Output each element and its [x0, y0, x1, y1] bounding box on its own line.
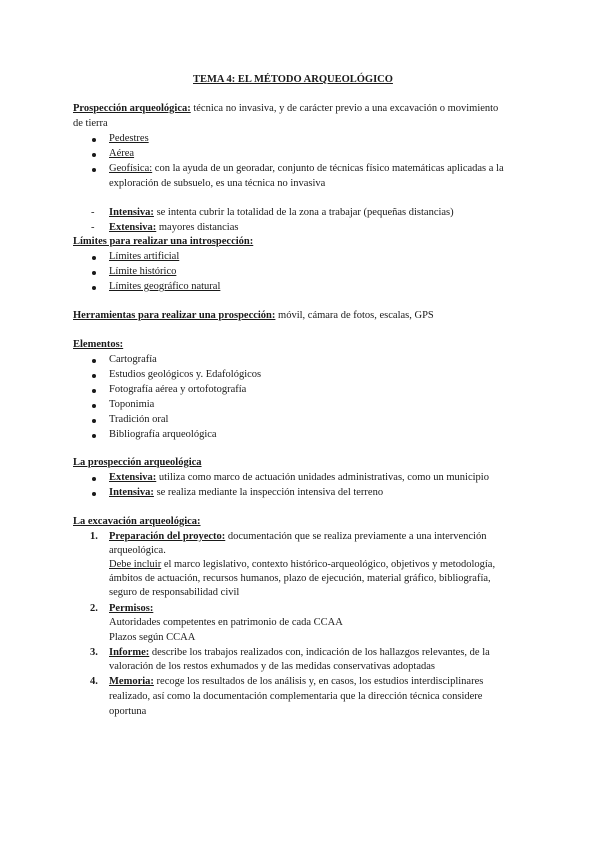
page-title: TEMA 4: EL MÉTODO ARQUEOLÓGICO [193, 74, 393, 85]
prospeccion-heading: Prospección arqueológica: [73, 103, 191, 114]
limites-item: Límites artificial [109, 251, 180, 262]
list-item-aerea: Aérea [109, 148, 135, 159]
permisos-line-2: Plazos según CCAA [109, 632, 196, 643]
dash-marker: - [91, 222, 95, 233]
elementos-item: Cartografía [109, 354, 157, 365]
informe-line-1 [109, 645, 490, 660]
bullet-icon [92, 359, 96, 363]
bullet-icon [92, 477, 96, 481]
herramientas-heading: Herramientas para realizar una prospección: [73, 310, 276, 321]
bullet-icon [92, 419, 96, 423]
intensiva-label: Intensiva: [109, 487, 154, 498]
memoria-text-3: oportuna [109, 706, 147, 717]
elementos-item: Bibliografía arqueológica [109, 429, 217, 440]
geofisica-text-1: con la ayuda de un georadar, conjunto de técnicas físico matemáticas aplicadas a la [152, 163, 504, 174]
prospeccion-arq-heading: La prospección arqueológica [73, 457, 202, 468]
memoria-label: Memoria: [109, 676, 154, 687]
preparacion-label: Preparación del proyecto: [109, 531, 226, 542]
bullet-icon [92, 168, 96, 172]
informe-text-2: valoración de los restos exhumados y de las medidas conservativas adoptadas [109, 661, 435, 672]
memoria-text-2: realizado, así como la documentación complementaria que la dirección técnica considere [109, 691, 483, 702]
excavacion-heading: La excavación arqueológica: [73, 516, 201, 527]
informe-label: Informe: [109, 647, 150, 658]
prospeccion-arq-item-extensiva [109, 470, 489, 485]
extensiva-label: Extensiva: [109, 472, 157, 483]
list-number: 4. [90, 676, 98, 687]
preparacion-text-1: documentación que se realiza previamente a una intervención [225, 531, 487, 542]
elementos-item: Toponimia [109, 399, 155, 410]
bullet-icon [92, 404, 96, 408]
prospeccion-arq-item-intensiva [109, 485, 383, 500]
list-number: 1. [90, 531, 98, 542]
preparacion-sub-text-1: el marco legislativo, contexto histórico-arqueológico, objetivos y metodología, [161, 559, 496, 570]
intensiva-label: Intensiva: [109, 207, 154, 218]
elementos-item: Tradición oral [109, 414, 169, 425]
preparacion-text-2: arqueológica. [109, 545, 166, 556]
bullet-icon [92, 256, 96, 260]
preparacion-sub-text-2: ámbitos de actuación, recursos humanos, plazo de ejecución, material gráfico, bibliografía, [109, 573, 491, 584]
informe-text-1: describe los trabajos realizados con, indicación de los hallazgos relevantes, de la [149, 647, 490, 658]
herramientas-paragraph [73, 308, 434, 323]
geofisica-text-2: exploración de subsuelo, es una técnica no invasiva [109, 178, 326, 189]
extensiva-text: mayores distancias [156, 222, 239, 233]
intensiva-text: se intenta cubrir la totalidad de la zona a trabajar (pequeñas distancias) [153, 207, 454, 218]
preparacion-sub-line-1 [109, 557, 495, 572]
bullet-icon [92, 492, 96, 496]
debe-incluir-label: Debe incluir [109, 559, 162, 570]
intensiva-text: se realiza mediante la inspección intensiva del terreno [153, 487, 384, 498]
list-number: 3. [90, 647, 98, 658]
limites-item: Límite histórico [109, 266, 177, 277]
prospeccion-paragraph [73, 101, 498, 116]
list-item-geofisica [109, 161, 504, 176]
bullet-icon [92, 374, 96, 378]
preparacion-sub-text-3: seguro de responsabilidad civil [109, 587, 240, 598]
bullet-icon [92, 271, 96, 275]
limites-item: Límites geográfico natural [109, 281, 221, 292]
extensiva-label: Extensiva: [109, 222, 157, 233]
permisos-line-1: Autoridades competentes en patrimonio de cada CCAA [109, 617, 343, 628]
geofisica-label: Geofísica: [109, 163, 153, 174]
prospeccion-text-1: técnica no invasiva, y de carácter previo a una excavación o movimiento [190, 103, 499, 114]
memoria-line-1 [109, 674, 483, 689]
elementos-item: Estudios geológicos y. Edafológicos [109, 369, 262, 380]
bullet-icon [92, 389, 96, 393]
dash-item-extensiva [109, 220, 238, 235]
dash-item-intensiva [109, 205, 454, 220]
herramientas-text: móvil, cámara de fotos, escalas, GPS [275, 310, 434, 321]
bullet-icon [92, 286, 96, 290]
list-number: 2. [90, 603, 98, 614]
preparacion-line-1 [109, 529, 486, 544]
bullet-icon [92, 138, 96, 142]
elementos-item: Fotografía aérea y ortofotografía [109, 384, 247, 395]
prospeccion-text-2: de tierra [73, 118, 108, 129]
limites-heading: Límites para realizar una introspección: [73, 236, 254, 247]
dash-marker: - [91, 207, 95, 218]
elementos-heading: Elementos: [73, 339, 124, 350]
bullet-icon [92, 153, 96, 157]
bullet-icon [92, 434, 96, 438]
memoria-text-1: recoge los resultados de los análisis y, en casos, los estudios interdisciplinares [153, 676, 484, 687]
list-item-pedestres: Pedestres [109, 133, 149, 144]
extensiva-text: utiliza como marco de actuación unidades administrativas, como un municipio [156, 472, 489, 483]
permisos-label: Permisos: [109, 603, 154, 614]
